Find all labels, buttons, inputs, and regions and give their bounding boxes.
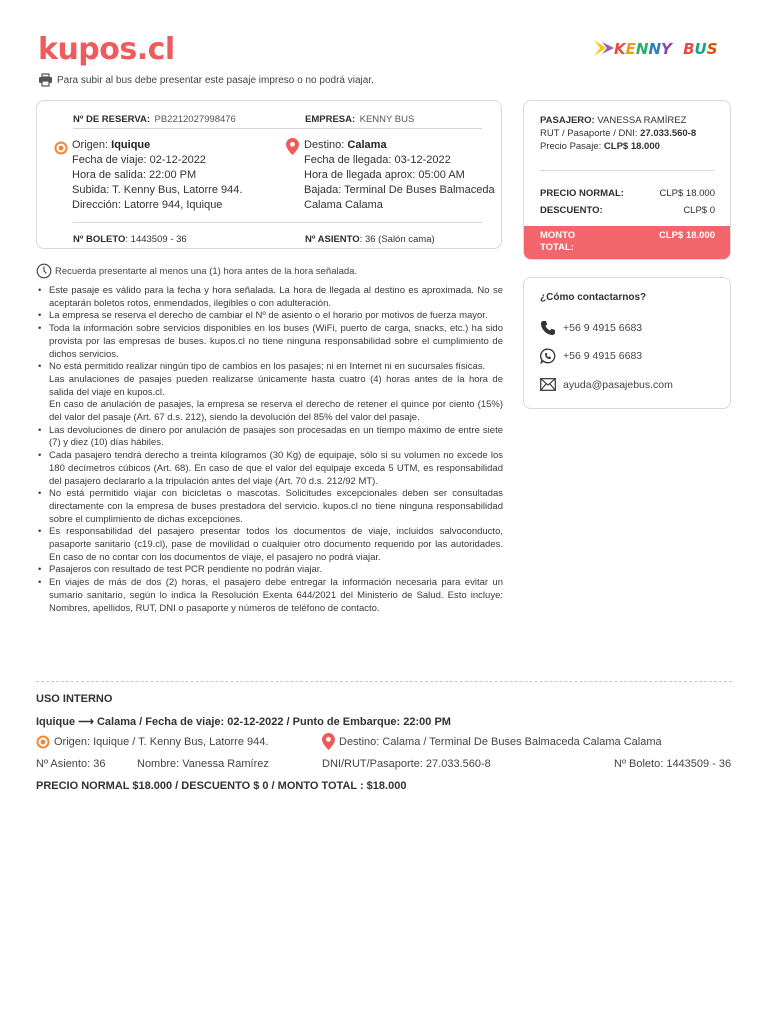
terms-item-text: Este pasaje es válido para la fecha y hora señalada. La hora de llegada al destino es aproximada. No se aceptarán boletos rotos, enmendados, ilegibles o con adulteración. [49,285,503,309]
ticket-price-value: CLP$ 18.000 [603,141,660,152]
terms-item: • La empresa se reserva el derecho de cambiar el Nº de asiento o el horario por motivos de fuerza mayor. [38,310,503,323]
terms-item: • En viajes de más de dos (2) horas, el pasajero debe entregar la información necesaria para evitar un sumario sanitario, según lo indica la Resolución Exenta 644/2021 del Ministerio de Salud. Esto incluye: Nombres, apellidos, RUT, DNI o pasaporte y números de teléfono de contacto. [38,577,503,614]
internal-price-summary: PRECIO NORMAL $18.000 / DESCUENTO $ 0 / MONTO TOTAL : $18.000 [36,780,407,792]
logo-main: kupos [38,32,137,67]
reminder [36,263,357,279]
contact-card [523,277,731,409]
terms-item: • Este pasaje es válido para la fecha y hora señalada. La hora de llegada al destino es aproximada. No se aceptarán boletos rotos, enmendados, ilegibles o con adulteración. [38,285,503,309]
ticket-number-value: : 1443509 - 36 [125,234,187,245]
arrival-time: Hora de llegada aprox: 05:00 AM [304,169,465,181]
reservation-number [73,109,236,127]
passenger-card [523,100,731,260]
contact-title: ¿Cómo contactarnos? [540,292,647,303]
phone-number[interactable]: +56 9 4915 6683 [563,322,643,334]
internal-name: Nombre: Vanessa Ramírez [137,758,269,770]
internal-destination [322,733,662,750]
destination-block [304,138,495,213]
seat-value: : 36 (Salón cama) [359,234,435,245]
divider [540,170,714,171]
ticket-number-label: Nº BOLETO [73,234,126,245]
terms-item: • Pasajeros con resultado de test PCR pendiente no podrán viajar. [38,564,503,577]
internal-use-title: USO INTERNO [36,693,113,705]
divider [73,222,482,223]
ticket-price-label: Precio Pasaje: [540,141,602,152]
terms-item-text: No está permitido viajar con bicicletas o mascotas. Solicitudes excepcionales deben ser consultadas directamente con la empresa de buses prestadora del servicio. kupos.cl no tiene ninguna responsabilidad sobre el cumplimiento de dichas excepciones. [49,488,503,525]
printer-icon [38,73,53,87]
passenger-name-label: PASAJERO: [540,115,595,126]
departure-date: Fecha de viaje: 02-12-2022 [72,154,206,166]
internal-ticket-number: Nº Boleto: 1443509 - 36 [614,758,732,770]
terms-item-text: No está permitido realizar ningún tipo de cambios en los pasajes; ni en Internet ni en sucursales físicas. Las anulaciones de pasajes pueden realizarse únicamente hasta cuatro (4) horas antes de la hora de salida del viaje en kupos.cl. En caso de anulación de pasajes, la empresa se reserva el derecho de retener el quince por ciento (15%) del valor del pasaje (Art. 67 d.s. 212), siendo la devolución del 85% del valor del pasaje. [49,361,503,424]
whatsapp-number[interactable]: +56 9 4915 6683 [563,350,643,362]
company [305,109,414,127]
contact-whatsapp[interactable] [540,348,642,364]
origin-icon [54,141,68,155]
normal-price-row [540,188,715,199]
whatsapp-icon [540,348,556,364]
contact-email[interactable] [540,378,673,391]
terms-item-text: Pasajeros con resultado de test PCR pendiente no podrán viajar. [49,564,323,576]
terms-item-text: Cada pasajero tendrá derecho a treinta kilogramos (30 Kg) de equipaje, sólo si su volumen no excede los 180 decímetros cúbicos (Art. 68). En caso de que el valor del equipaje exceda 5 UTM, es responsabilidad del pasajero declararlo a la tripulación antes del viaje (Art. 70 d.s. 212/92 MT). [49,450,503,487]
notice-text: Para subir al bus debe presentar este pasaje impreso o no podrá viajar. [57,74,374,86]
passenger-id [540,128,696,139]
reservation-value: PB2212027998476 [154,114,236,125]
reservation-label: Nº DE RESERVA: [73,114,151,125]
discount-row [540,205,715,216]
origin-label: Origen: [72,139,109,151]
normal-price-value: CLP$ 18.000 [659,188,715,199]
ticket-number [73,229,187,247]
terms-item: • Cada pasajero tendrá derecho a treinta kilogramos (30 Kg) de equipaje, sólo si su volumen no excede los 180 decímetros cúbicos (Art. 68). En caso de que el valor del equipaje exceda 5 UTM, es responsabilidad del pasajero declararlo a la tripulación antes del viaje (Art. 70 d.s. 212/92 MT). [38,450,503,487]
divider [73,128,482,129]
terms-item: • No está permitido viajar con bicicletas o mascotas. Solicitudes excepcionales deben ser consultadas directamente con la empresa de buses prestadora del servicio. kupos.cl no tiene ninguna responsabilidad sobre el cumplimiento de dichas excepciones. [38,488,503,525]
dropoff-point: Bajada: Terminal De Buses Balmaceda [304,184,495,196]
email-icon [540,378,556,391]
passenger-name-value: VANESSA RAMÍREZ [597,115,687,126]
discount-label: DESCUENTO: [540,205,603,216]
ticket-price [540,141,660,152]
arrival-date: Fecha de llegada: 03-12-2022 [304,154,451,166]
kenny-bus-logo [592,36,732,60]
terms-item: • Es responsabilidad del pasajero presentar todos los documentos de viaje, incluidos salvoconducto, pasaporte sanitario (c19.cl), pase de movilidad o cualquier otro documento requerido por las autoridades. En caso de no contar con los documentos de viaje, el pasajero no podrá viajar. [38,526,503,563]
origin-icon [36,735,50,749]
boarding-point: Subida: T. Kenny Bus, Latorre 944. [72,184,243,196]
origin-block [72,138,242,213]
terms-item-text: La empresa se reserva el derecho de cambiar el Nº de asiento o el horario por motivos de fuerza mayor. [49,310,488,322]
origin-city: Iquique [111,139,151,151]
normal-price-label: PRECIO NORMAL: [540,188,624,199]
terms-item-text: Toda la información sobre servicios disponibles en los buses (WiFi, puerto de carga, snacks, etc.) ha sido provista por las empresas de buses. kupos.cl no tiene ninguna responsabilidad sobre el cumplimiento de dichos servicios. [49,323,503,360]
logo-domain: .cl [136,32,175,67]
discount-value: CLP$ 0 [683,205,715,216]
seat-label: Nº ASIENTO [305,234,360,245]
kupos-logo [38,32,175,67]
seat-number [305,229,435,247]
destination-city: Calama [347,139,387,151]
terms-item-text: Es responsabilidad del pasajero presentar todos los documentos de viaje, incluidos salvoconducto, pasaporte sanitario (c19.cl), pase de movilidad o cualquier otro documento requerido por las autoridades. En caso de no contar con los documentos de viaje, el pasajero no podrá viajar. [49,526,503,563]
total-value: CLP$ 18.000 [659,230,715,241]
svg-text:KENNY BUS: KENNY BUS [614,40,718,58]
company-value: KENNY BUS [359,114,415,125]
passenger-id-value: 27.033.560-8 [640,128,697,139]
company-label: EMPRESA: [305,114,356,125]
reminder-text: Recuerda presentarte al menos una (1) hora antes de la hora señalada. [55,265,358,277]
internal-route: Iquique ⟶ Calama / Fecha de viaje: 02-12-2022 / Punto de Embarque: 22:00 PM [36,716,451,728]
departure-time: Hora de salida: 22:00 PM [72,169,197,181]
terms-item: • No está permitido realizar ningún tipo de cambios en los pasajes; ni en Internet ni en sucursales físicas. Las anulaciones de pasajes pueden realizarse únicamente hasta cuatro (4) horas antes de la hora de salida del viaje en kupos.cl. En caso de anulación de pasajes, la empresa se reserva el derecho de retener el quince por ciento (15%) del valor del pasaje (Art. 67 d.s. 212), siendo la devolución del 85% del valor del pasaje. [38,361,503,424]
passenger-name [540,115,686,126]
contact-phone[interactable] [540,320,642,336]
destination-label: Destino: [304,139,345,151]
internal-destination-text: Destino: Calama / Terminal De Buses Balmaceda Calama Calama [339,735,662,748]
internal-id: DNI/RUT/Pasaporte: 27.033.560-8 [322,758,491,770]
terms-item: • Toda la información sobre servicios disponibles en los buses (WiFi, puerto de carga, snacks, etc.) ha sido provista por las empresas de buses. kupos.cl no tiene ninguna responsabilidad sobre el cumplimiento de dichos servicios. [38,323,503,360]
total-label: MONTO TOTAL: [540,230,576,253]
passenger-id-label: RUT / Pasaporte / DNI: [540,128,638,139]
terms-list [38,285,503,615]
email-address[interactable]: ayuda@pasajebus.com [563,378,673,391]
total-amount-bar [524,226,731,260]
terms-item-text: Las devoluciones de dinero por anulación de pasajes son procesadas en un tiempo máximo de entre siete (7) y diez (10) días hábiles. [49,424,503,449]
clock-icon [36,263,52,279]
terms-item: • Las devoluciones de dinero por anulación de pasajes son procesadas en un tiempo máximo de entre siete (7) y diez (10) días hábiles. [38,424,503,449]
cut-line [36,681,732,682]
internal-seat: Nº Asiento: 36 [36,758,106,770]
destination-pin-icon [322,733,335,750]
internal-origin-text: Origen: Iquique / T. Kenny Bus, Latorre 944. [54,736,269,748]
phone-icon [540,320,556,336]
destination-pin-icon [286,138,299,155]
internal-origin [36,735,268,749]
terms-item-text: En viajes de más de dos (2) horas, el pasajero debe entregar la información necesaria para evitar un sumario sanitario, según lo indica la Resolución Exenta 644/2021 del Ministerio de Salud. Esto incluye: Nombres, apellidos, RUT, DNI o pasaporte y números de teléfono de contacto. [49,577,503,614]
origin-address: Dirección: Latorre 944, Iquique [72,199,223,211]
print-notice [38,73,374,87]
dropoff-point-cont: Calama Calama [304,199,383,211]
ticket-card [36,100,502,249]
